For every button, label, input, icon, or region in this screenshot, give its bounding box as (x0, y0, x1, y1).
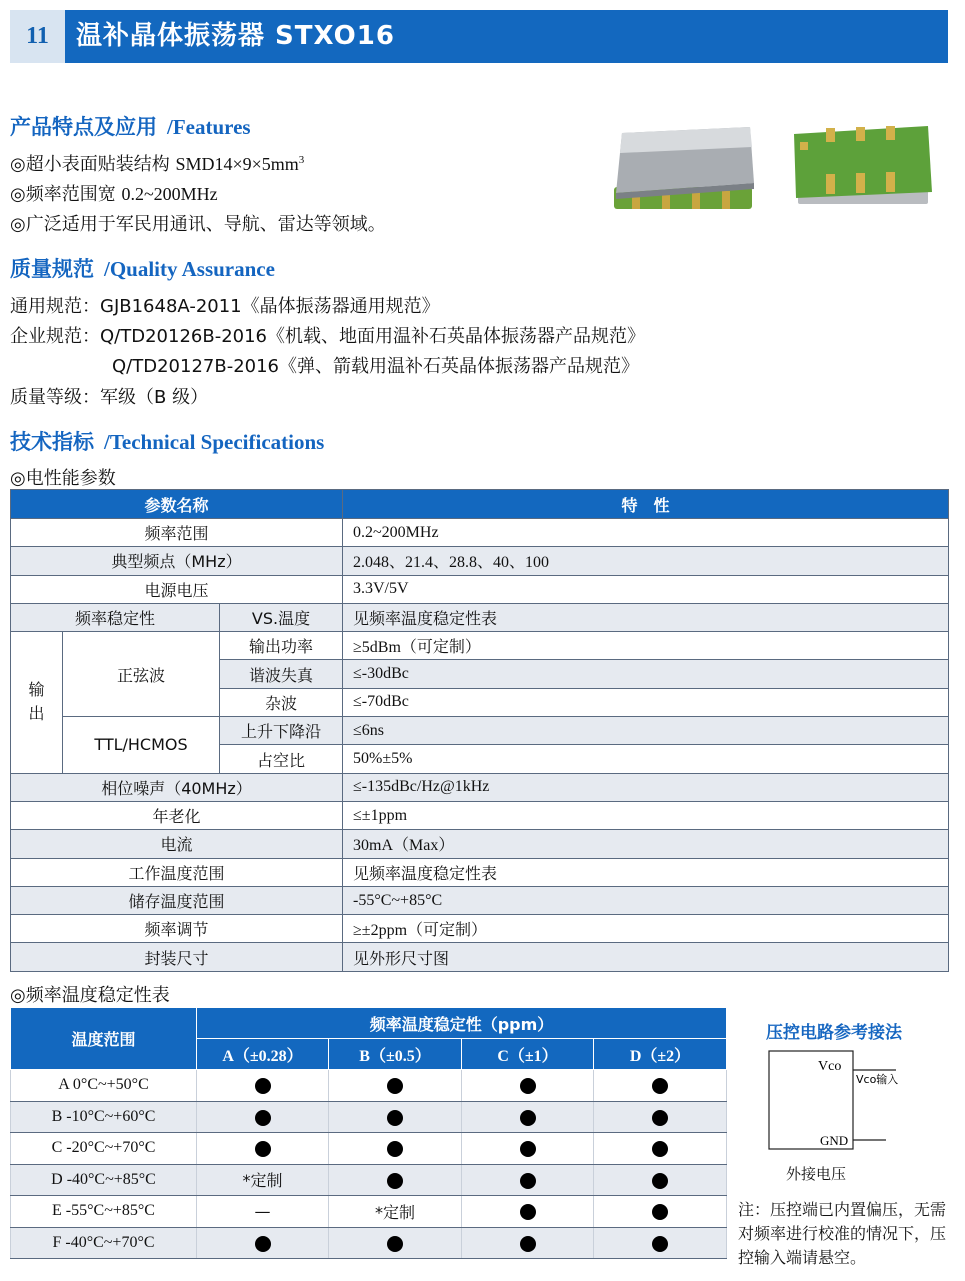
tech-heading (10, 426, 324, 456)
output-group-label: 输 出 (11, 632, 63, 773)
table-row (11, 519, 949, 547)
param-value: 见频率温度稳定性表 (343, 858, 949, 886)
param-label: 相位噪声（40MHz） (11, 773, 343, 801)
page-title: 温补晶体振荡器 STXO16 (76, 21, 395, 51)
table-row (11, 943, 949, 971)
table-row (11, 1227, 727, 1259)
quality-grade-value: 军级（B 级） (100, 387, 209, 408)
col-c-header: C（±1） (462, 1039, 594, 1070)
quality-heading (10, 253, 275, 283)
param-label: 电源电压 (11, 575, 343, 603)
table-row (11, 603, 949, 631)
filled-dot-icon (652, 1141, 668, 1157)
stability-cell (197, 1133, 329, 1165)
feature-item-3-text: ◎广泛适用于军民用通讯、导航、雷达等领域。 (10, 214, 386, 235)
page-header (10, 10, 948, 63)
electrical-title: ◎电性能参数 (10, 468, 116, 489)
table-row (11, 1101, 727, 1133)
filled-dot-icon (387, 1236, 403, 1252)
col-group-header: 频率温度稳定性（ppm） (197, 1008, 727, 1039)
filled-dot-icon (520, 1110, 536, 1126)
stability-cell (197, 1227, 329, 1259)
table-row (11, 717, 949, 745)
temp-range-cell: F -40°C~+70°C (11, 1227, 197, 1259)
stability-cell (197, 1101, 329, 1133)
filled-dot-icon (652, 1173, 668, 1189)
gnd-pin-label: GND (820, 1133, 849, 1148)
table-row (11, 632, 949, 660)
filled-dot-icon (520, 1236, 536, 1252)
stability-cell-text: *定制 (329, 1196, 462, 1228)
table-row (11, 886, 949, 914)
filled-dot-icon (387, 1078, 403, 1094)
stability-table-body (11, 1070, 727, 1259)
param-value: 见频率温度稳定性表 (343, 603, 949, 631)
quality-enterprise (10, 322, 645, 348)
stability-cell (462, 1133, 594, 1165)
table-row (11, 1196, 727, 1228)
param-label: 工作温度范围 (11, 858, 343, 886)
param-value: ≥5dBm（可定制） (343, 632, 949, 660)
filled-dot-icon (255, 1078, 271, 1094)
table-row (11, 1070, 727, 1102)
col-param-header: 参数名称 (11, 490, 343, 519)
stability-cell (594, 1227, 727, 1259)
stability-table (10, 1007, 727, 1259)
temp-range-cell: B -10°C~+60°C (11, 1101, 197, 1133)
param-label: 储存温度范围 (11, 886, 343, 914)
sine-group-label: 正弦波 (63, 632, 220, 717)
vco-pin-label: Vco (818, 1059, 842, 1074)
temp-range-cell: D -40°C~+85°C (11, 1164, 197, 1196)
stability-cell (462, 1164, 594, 1196)
temp-range-cell: E -55°C~+85°C (11, 1196, 197, 1228)
param-label: 输出功率 (220, 632, 343, 660)
col-d-header: D（±2） (594, 1039, 727, 1070)
col-b-header: B（±0.5） (329, 1039, 462, 1070)
feature-item-1-prefix: ◎超小表面贴装结构 (10, 154, 176, 175)
filled-dot-icon (255, 1236, 271, 1252)
tech-heading-en: /Technical Specifications (104, 430, 325, 454)
product-image-top (612, 125, 757, 215)
stability-title: ◎频率温度稳定性表 (10, 985, 170, 1006)
feature-item-1 (10, 150, 304, 176)
param-label: 频率范围 (11, 519, 343, 547)
stability-cell (594, 1196, 727, 1228)
param-label: 谐波失真 (220, 660, 343, 688)
table-row (11, 830, 949, 858)
col-a-header: A（±0.28） (197, 1039, 329, 1070)
param-value: ≤-70dBc (343, 688, 949, 716)
product-image-bottom (790, 124, 935, 210)
table-row (11, 1164, 727, 1196)
filled-dot-icon (520, 1173, 536, 1189)
filled-dot-icon (520, 1141, 536, 1157)
param-label: 年老化 (11, 801, 343, 829)
filled-dot-icon (387, 1141, 403, 1157)
circuit-title: 压控电路参考接法 (766, 1023, 902, 1043)
quality-grade (10, 383, 208, 409)
stability-cell (594, 1164, 727, 1196)
stability-cell (329, 1101, 462, 1133)
param-label: 频率调节 (11, 915, 343, 943)
stability-cell (329, 1070, 462, 1102)
table-row (11, 547, 949, 575)
stability-cell (329, 1227, 462, 1259)
filled-dot-icon (255, 1141, 271, 1157)
filled-dot-icon (652, 1078, 668, 1094)
quality-general (10, 292, 440, 318)
table-row (11, 858, 949, 886)
filled-dot-icon (520, 1204, 536, 1220)
stability-cell (594, 1070, 727, 1102)
circuit-note: 注：压控端已内置偏压，无需对频率进行校准的情况下，压控输入端请悬空。 (738, 1200, 947, 1267)
stability-cell (594, 1101, 727, 1133)
param-label: 电流 (11, 830, 343, 858)
quality-enterprise-label: 企业规范： (10, 326, 100, 347)
col-char-header: 特 性 (343, 490, 949, 519)
feature-item-1-sup: 3 (298, 154, 305, 166)
quality-general-value: GJB1648A-2011《晶体振荡器通用规范》 (100, 296, 440, 317)
param-value: 3.3V/5V (343, 575, 949, 603)
table-row (11, 801, 949, 829)
quality-heading-cn: 质量规范 (10, 257, 94, 281)
stability-cell (329, 1164, 462, 1196)
stability-cell (594, 1133, 727, 1165)
param-label: 占空比 (220, 745, 343, 773)
param-value: ≥±2ppm（可定制） (343, 915, 949, 943)
vco-input-label: Vco输入 (856, 1073, 899, 1086)
param-sublabel: VS.温度 (220, 603, 343, 631)
stability-cell (462, 1101, 594, 1133)
param-value: 见外形尺寸图 (343, 943, 949, 971)
temp-range-cell: C -20°C~+70°C (11, 1133, 197, 1165)
param-label: 封装尺寸 (11, 943, 343, 971)
quality-grade-label: 质量等级： (10, 387, 100, 408)
feature-item-2-value: 0.2~200MHz (121, 184, 218, 204)
param-label: 典型频点（MHz） (11, 547, 343, 575)
stability-cell (462, 1227, 594, 1259)
param-value: -55°C~+85°C (343, 886, 949, 914)
param-value: 0.2~200MHz (343, 519, 949, 547)
features-heading-en: /Features (167, 115, 251, 139)
quality-heading-en: /Quality Assurance (104, 257, 275, 281)
stability-cell (462, 1070, 594, 1102)
features-heading (10, 111, 251, 141)
feature-item-2-prefix: ◎频率范围宽 (10, 184, 122, 205)
param-label: 频率稳定性 (11, 603, 220, 631)
filled-dot-icon (652, 1236, 668, 1252)
filled-dot-icon (255, 1110, 271, 1126)
param-label: 上升下降沿 (220, 717, 343, 745)
feature-item-2 (10, 180, 218, 206)
stability-cell (329, 1133, 462, 1165)
param-label: 杂波 (220, 688, 343, 716)
quality-enterprise-2 (112, 352, 639, 378)
section-number: 11 (10, 10, 65, 63)
feature-item-1-value: SMD14×9×5mm (175, 154, 299, 174)
filled-dot-icon (387, 1110, 403, 1126)
filled-dot-icon (652, 1204, 668, 1220)
temp-range-cell: A 0°C~+50°C (11, 1070, 197, 1102)
filled-dot-icon (387, 1173, 403, 1189)
param-value: 50%±5% (343, 745, 949, 773)
quality-enterprise-value-1: Q/TD20126B-2016《机载、地面用温补石英晶体振荡器产品规范》 (100, 326, 645, 347)
param-value: 2.048、21.4、28.8、40、100 (343, 547, 949, 575)
param-value: ≤6ns (343, 717, 949, 745)
filled-dot-icon (520, 1078, 536, 1094)
filled-dot-icon (652, 1110, 668, 1126)
feature-item-3 (10, 210, 386, 236)
table-row (11, 773, 949, 801)
stability-cell-text: — (197, 1196, 329, 1228)
table-row (11, 915, 949, 943)
param-value: ≤-30dBc (343, 660, 949, 688)
col-temp-header: 温度范围 (11, 1008, 197, 1070)
electrical-table (10, 489, 949, 972)
ttl-group-label: TTL/HCMOS (63, 717, 220, 774)
table-row (11, 1133, 727, 1165)
circuit-diagram (760, 1046, 910, 1150)
param-value: ≤±1ppm (343, 801, 949, 829)
stability-cell (462, 1196, 594, 1228)
stability-cell-text: *定制 (197, 1164, 329, 1196)
param-value: ≤-135dBc/Hz@1kHz (343, 773, 949, 801)
param-value: 30mA（Max） (343, 830, 949, 858)
table-row (11, 575, 949, 603)
ext-voltage-label: 外接电压 (786, 1165, 847, 1183)
quality-enterprise-value-2: Q/TD20127B-2016《弹、箭载用温补石英晶体振荡器产品规范》 (112, 356, 639, 377)
features-heading-cn: 产品特点及应用 (10, 115, 157, 139)
stability-cell (197, 1070, 329, 1102)
quality-general-label: 通用规范： (10, 296, 100, 317)
tech-heading-cn: 技术指标 (10, 430, 94, 454)
